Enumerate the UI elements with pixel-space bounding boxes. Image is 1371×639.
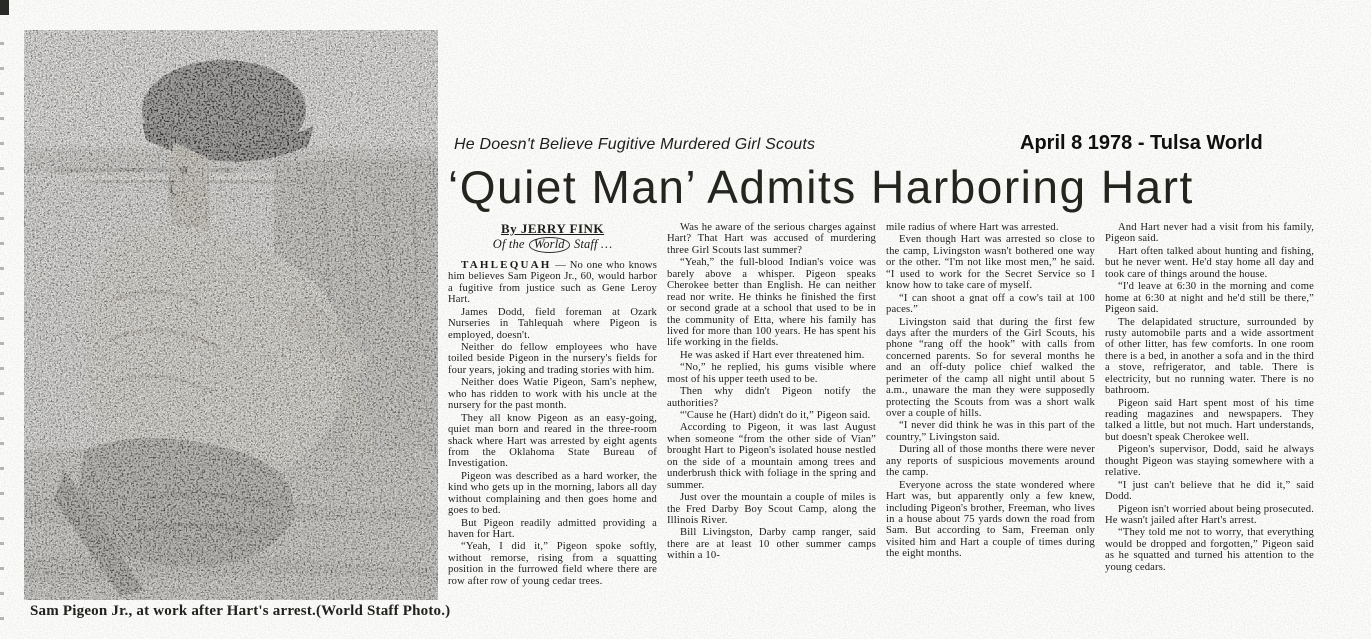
paragraph: Was he aware of the serious charges against Hart? That Hart was accused of murdering three Girl Scouts last summer? [667,222,876,256]
scan-edge-artifact [0,20,4,620]
paragraph: Pigeon was described as a hard worker, the kind who gets up in the morning, labors all day without complaining and then goes home and goes to bed. [448,470,657,517]
paragraph: But Pigeon readily admitted providing a haven for Hart. [448,517,657,541]
paragraph: “Yeah,” the full-blood Indian's voice was barely above a whisper. Pigeon speaks Cherokee better than English. He can neither read nor write. He thinks he finished the first or second grade at a school that used to be in the community of Etta, where his family has lived for more than 100 years. He has spent his life working in the fields. [667,257,876,349]
paragraph: He was asked if Hart ever threatened him. [680,349,865,361]
article-column-3 [886,222,1095,588]
news-photo-illustration [24,30,438,600]
paragraph: Then why didn't Pigeon notify the authorities? [667,386,876,409]
paragraph: Neither do fellow employees who have toiled beside Pigeon in the nursery's fields for four years, joking and trading stories with him. [448,342,657,376]
paragraph-lead [448,260,657,306]
article-column-2 [667,222,876,588]
paragraph: “I'd leave at 6:30 in the morning and come home at 6:30 at night and he'd still be there,” Pigeon said. [1105,281,1314,316]
paragraph: Hart often talked about hunting and fishing, but he never went. He'd stay home all day and took care of things around the house. [1105,245,1314,280]
paragraph: According to Pigeon, it was last August when someone “from the other side of Vian” brought Hart to Pigeon's isolated house nestled on the side of a mountain among trees and underbrush thick with foliage in the spring and summer. [667,422,876,491]
paragraph: They all know Pigeon as an easy-going, quiet man born and reared in the three-room shack where Hart was arrested by eight agents from the Oklahoma State Bureau of Investigation. [448,412,657,470]
paragraph: “I just can't believe that he did it,” said Dodd. [1105,479,1314,503]
paragraph: Pigeon's supervisor, Dodd, said he always thought Pigeon was staying somewhere with a relative. [1105,444,1314,479]
paragraph: Just over the mountain a couple of miles is the Fred Darby Boy Scout Camp, along the Illinois River. [667,492,876,526]
byline-author: By JERRY FINK [500,221,605,236]
masthead [448,128,1318,211]
paragraph: “'Cause he (Hart) didn't do it,” Pigeon said. [680,410,871,421]
paragraph: Pigeon said Hart spent most of his time reading magazines and newspapers. They talked a little, but not much. Hart understands, but doesn't speak Cherokee well. [1105,397,1314,443]
paragraph: Pigeon isn't worried about being prosecuted. He wasn't jailed after Hart's arrest. [1105,503,1314,526]
article-column-4 [1105,222,1314,588]
article-column-1 [448,222,657,588]
byline-org-pre: Of the [492,237,525,252]
paragraph: Bill Livingston, Darby camp ranger, said there are at least 10 other summer camps within a 10- [667,527,876,562]
kicker: He Doesn't Believe Fugitive Murdered Girl Scouts [454,136,816,153]
photo-caption: Sam Pigeon Jr., at work after Hart's arrest.(World Staff Photo.) [30,603,451,619]
paragraph: Even though Hart was arrested so close to the camp, Livingston wasn't bothered one way or the other. “I'm not like most men,” he said. “I used to work for the Secret Service so I know how to take care of myself. [886,234,1095,292]
paragraph-continuation: mile radius of where Hart was arrested. [886,222,1059,233]
headline: ‘Quiet Man’ Admits Harboring Hart [448,161,1194,213]
byline-organization [448,237,657,253]
paragraph: “I can shoot a gnat off a cow's tail at 100 paces.” [886,292,1095,316]
paragraph: “They told me not to worry, that everything would be dropped and forgotten,” Pigeon said as he squatted and turned his attention to the young cedars. [1105,527,1314,573]
dateline-city: TAHLEQUAH [461,258,552,271]
lead-text: — No one who knows him believes Sam Pigeon Jr., 60, would harbor a fugitive from justice such as Gene Leroy Hart. [448,259,657,306]
news-photo [24,30,438,600]
byline [448,222,657,253]
paragraph: During all of those months there were never any reports of suspicious movements around the camp. [886,444,1095,479]
paragraph: The delapidated structure, surrounded by rusty automobile parts and a wide assortment of other litter, has few comforts. In one room there is a bed, in another a sofa and in the third a stove, refrigerator, and table. There is electricity, but no running water. There is no bathroom. [1105,316,1314,397]
article-body [448,222,1314,588]
paragraph: Livingston said that during the first few days after the murders of the Girl Scouts, his phone “rang off the hook” with calls from concerned parents. So for several months he and an off-duty police chief walked the perimeter of the camp all night until about 5 a.m., unaware the man they were supposedly protecting the Scouts from was a short walk over a couple of hills. [886,316,1095,419]
dateline: April 8 1978 - Tulsa World [1020,132,1263,154]
paragraph: And Hart never had a visit from his family, Pigeon said. [1105,222,1314,245]
paragraph: “No,” he replied, his gums visible where most of his upper teeth used to be. [667,362,876,385]
paragraph: “Yeah, I did it,” Pigeon spoke softly, without remorse, rising from a squatting position in the furrowed field where there are row after row of young cedar trees. [448,541,657,587]
paragraph: “I never did think he was in this part of the country,” Livingston said. [886,420,1095,443]
byline-org-post: Staff … [574,237,613,252]
byline-org-circled: World [529,237,570,253]
paragraph: Everyone across the state wondered where Hart was, but apparently only a few knew, including Pigeon's brother, Freeman, who lives in a house about 75 yards down the road from Sam. But according to Sam, Freeman only visited him and Hart a couple of times during the eight months. [886,479,1095,560]
paragraph: James Dodd, field foreman at Ozark Nurseries in Tahlequah where Pigeon is employed, doesn't. [448,306,657,341]
paragraph: Neither does Watie Pigeon, Sam's nephew, who has ridden to work with his uncle at the nursery for the past month. [448,377,657,412]
scan-corner-artifact [0,0,9,15]
